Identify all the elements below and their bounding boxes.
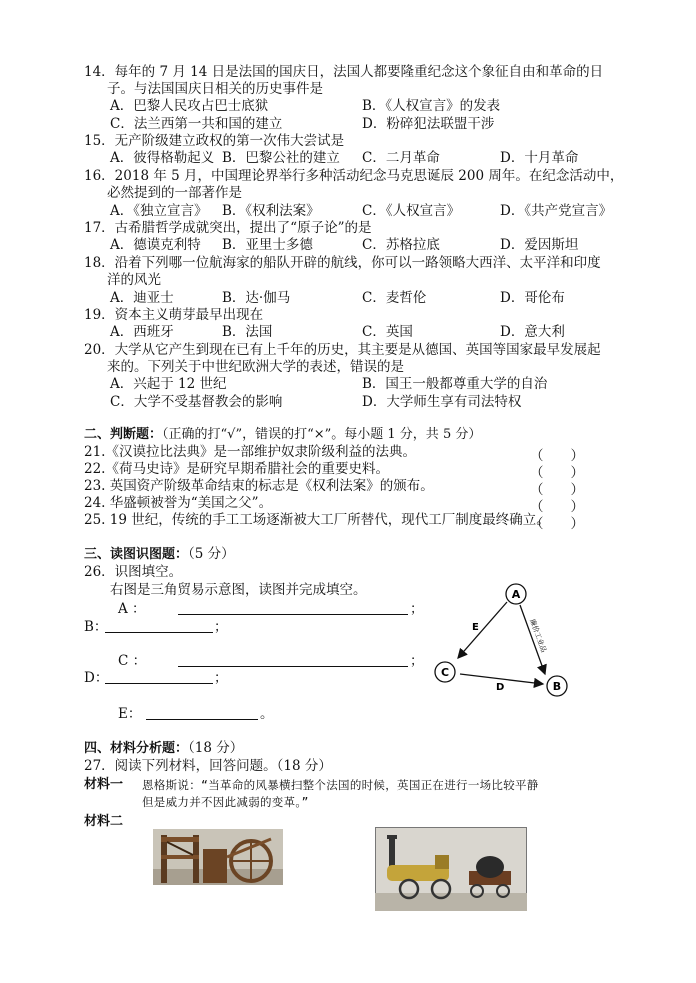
- edge-e-label: E: [472, 622, 479, 633]
- q14-option-b: B．《人权宣言》的发表: [362, 98, 501, 114]
- fill-e-blank[interactable]: [146, 719, 258, 720]
- q16-option-b: B．《权利法案》: [222, 203, 320, 219]
- judge-answer-25[interactable]: （ ）: [530, 516, 584, 532]
- q15-option-a: A．彼得格勒起义: [110, 150, 215, 166]
- judge-section-note: （正确的打“√”，错误的打“×”。每小题 1 分，共 5 分）: [162, 427, 482, 442]
- q14-option-a: A．巴黎人民攻占巴士底狱: [110, 98, 269, 114]
- judge-answer-23[interactable]: （ ）: [530, 482, 584, 498]
- material-one-quote-line1: 恩格斯说：“当革命的风暴横扫整个法国的时候，英国正在进行一场比较平静: [142, 778, 539, 792]
- material-two-label: 材料二: [84, 814, 124, 829]
- q20-option-a: A．兴起于 12 世纪: [110, 376, 227, 392]
- fill-a-label: A ：: [118, 601, 146, 617]
- map-section-title: 三、读图识图题：: [84, 547, 189, 562]
- q19-option-d: D．意大利: [500, 324, 565, 340]
- map-section-heading: [84, 546, 235, 563]
- q18-option-c: C．麦哲伦: [362, 290, 427, 306]
- judge-section-title: 二、判断题：: [84, 427, 163, 442]
- q17-option-d: D．爱因斯坦: [500, 237, 579, 253]
- q15-option-d: D．十月革命: [500, 150, 579, 166]
- q20-stem-line2: 来的。下列关于中世纪欧洲大学的表述，错误的是: [107, 359, 404, 375]
- judge-answer-22[interactable]: （ ）: [530, 465, 584, 481]
- fill-b-semicolon: ；: [214, 619, 228, 635]
- fill-b-label: B：: [84, 619, 108, 635]
- q18-stem-line2: 洋的风光: [107, 272, 161, 288]
- q17-stem: 17．古希腊哲学成就突出，提出了“原子论”的是: [84, 220, 372, 236]
- q17-option-a: A．德谟克利特: [110, 237, 201, 253]
- q15-stem: 15．无产阶级建立政权的第一次伟大尝试是: [84, 133, 345, 149]
- triangle-trade-diagram: [424, 580, 594, 700]
- q16-stem-line2: 必然提到的一部著作是: [107, 185, 242, 201]
- edge-a-to-c: [458, 602, 507, 658]
- fill-c-semicolon: ；: [410, 653, 424, 669]
- judge-item-22: 22.《荷马史诗》是研究早期希腊社会的重要史料。: [84, 461, 389, 477]
- q19-option-c: C．英国: [362, 324, 413, 340]
- q19-stem: 19．资本主义萌芽最早出现在: [84, 307, 264, 323]
- judge-answer-24[interactable]: （ ）: [530, 499, 584, 515]
- q15-option-b: B．巴黎公社的建立: [222, 150, 340, 166]
- q19-option-b: B．法国: [222, 324, 273, 340]
- fill-d-label: D：: [84, 670, 109, 686]
- material-one-label: 材料一: [84, 777, 124, 792]
- q18-option-d: D．哥伦布: [500, 290, 565, 306]
- fill-d-semicolon: ；: [214, 670, 228, 686]
- q18-option-b: B．达·伽马: [222, 290, 291, 306]
- material-one-quote-line2: 但是威力并不因此减弱的变革。”: [142, 795, 309, 809]
- judge-item-24: 24. 华盛顿被誉为“美国之父”。: [84, 495, 273, 511]
- material-section-heading: [84, 740, 243, 757]
- fill-a-blank[interactable]: [178, 614, 408, 615]
- q27-stem: 27．阅读下列材料，回答问题。（18 分）: [84, 758, 332, 774]
- q14-option-c: C．法兰西第一共和国的建立: [110, 116, 283, 132]
- judge-item-25: 25. 19 世纪，传统的手工工场逐渐被大工厂所替代，现代工厂制度最终确立。: [84, 512, 550, 528]
- fill-d-blank[interactable]: [105, 683, 213, 684]
- q19-option-a: A．西班牙: [110, 324, 174, 340]
- steam-locomotive-photo: [375, 827, 527, 911]
- fill-c-blank[interactable]: [178, 666, 408, 667]
- edge-d-label: D: [496, 682, 505, 693]
- q18-stem-line1: 18．沿着下列哪一位航海家的船队开辟的航线，你可以一路领略大西洋、太平洋和印度: [84, 255, 601, 271]
- q15-option-c: C．二月革命: [362, 150, 440, 166]
- fill-a-semicolon: ；: [410, 601, 424, 617]
- judge-answer-21[interactable]: （ ）: [530, 448, 584, 464]
- q17-option-c: C．苏格拉底: [362, 237, 440, 253]
- q26-stem: 26．识图填空。: [84, 564, 183, 580]
- q14-stem-line2: 子。与法国国庆日相关的历史事件是: [107, 81, 323, 97]
- fill-e-period: 。: [260, 706, 274, 722]
- q17-option-b: B．亚里士多德: [222, 237, 313, 253]
- fill-e-label: E：: [118, 706, 142, 722]
- fill-b-blank[interactable]: [105, 632, 213, 633]
- node-c-label: C: [440, 666, 450, 679]
- q20-option-c: C．大学不受基督教会的影响: [110, 394, 283, 410]
- q14-stem-line1: 14．每年的 7 月 14 日是法国的国庆日，法国人都要隆重纪念这个象征自由和革命的日: [84, 64, 604, 80]
- material-section-score: （18 分）: [188, 740, 244, 756]
- fill-c-label: C ：: [118, 653, 147, 669]
- judge-item-21: 21.《汉谟拉比法典》是一部维护奴隶阶级利益的法典。: [84, 444, 416, 460]
- q16-option-d: D．《共产党宣言》: [500, 203, 613, 219]
- q16-stem-line1: 16．2018 年 5 月，中国理论界举行多种活动纪念马克思诞辰 200 周年。在纪念活动中，: [84, 168, 624, 184]
- q14-option-d: D．粉碎犯法联盟干涉: [362, 116, 495, 132]
- judge-section-heading: [84, 426, 481, 443]
- material-section-title: 四、材料分析题：: [84, 741, 189, 756]
- map-section-score: （5 分）: [188, 546, 235, 562]
- spinning-machine-photo: [153, 829, 283, 885]
- q20-option-b: B．国王一般都尊重大学的自治: [362, 376, 548, 392]
- q20-option-d: D．大学师生享有司法特权: [362, 394, 522, 410]
- q16-option-c: C．《人权宣言》: [362, 203, 461, 219]
- node-a-label: A: [511, 588, 521, 601]
- edge-ab-label: 廉价工业品: [528, 617, 548, 654]
- judge-item-23: 23. 英国资产阶级革命结束的标志是《权利法案》的颁布。: [84, 478, 434, 494]
- q18-option-a: A．迪亚士: [110, 290, 174, 306]
- q20-stem-line1: 20．大学从它产生到现在已有上千年的历史，其主要是从德国、英国等国家最早发展起: [84, 342, 601, 358]
- node-b-label: B: [552, 680, 562, 693]
- q26-intro: 右图是三角贸易示意图，读图并完成填空。: [110, 582, 367, 598]
- q16-option-a: A．《独立宣言》: [110, 203, 208, 219]
